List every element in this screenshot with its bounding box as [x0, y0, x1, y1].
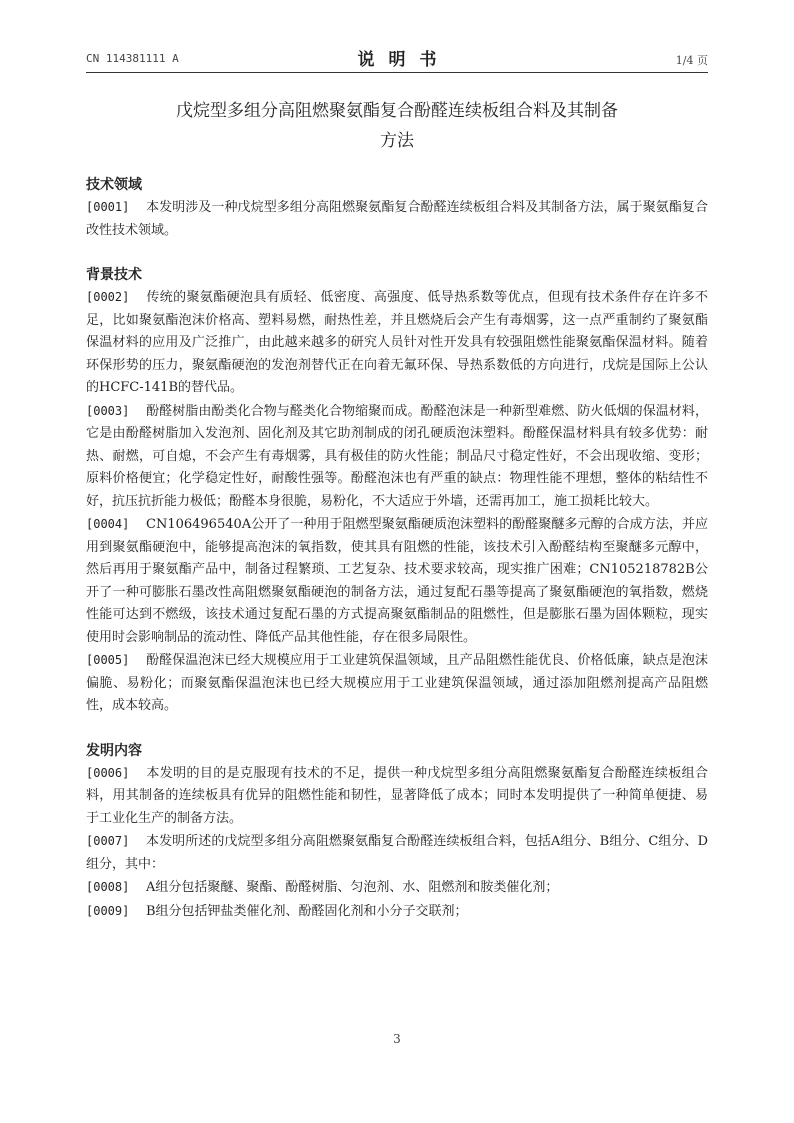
paragraph-number: [0009]: [86, 903, 130, 918]
paragraph-number: [0007]: [86, 834, 130, 848]
paragraph-text: A组分包括聚醚、聚酯、酚醛树脂、匀泡剂、水、阻燃剂和胺类催化剂；: [146, 880, 559, 895]
page-header: [86, 40, 708, 70]
paragraph-0003: [86, 400, 708, 514]
paragraph-0007: [86, 830, 708, 876]
title-line-2: 方法: [380, 131, 414, 151]
paragraph-text: 本发明涉及一种戊烷型多组分高阻燃聚氨酯复合酚醛连续板组合料及其制备方法，属于聚氨酯复合改性技术领域。: [86, 200, 708, 238]
paragraph-number: [0003]: [86, 403, 130, 418]
document-title: [86, 96, 708, 156]
paragraph-text: 酚醛树脂由酚类化合物与醛类化合物缩聚而成。酚醛泡沫是一种新型难燃、防火低烟的保温材料，它是由酚醛树脂加入发泡剂、固化剂及其它助剂制成的闭孔硬质泡沫塑料。酚醛保温材料具有较多优势：耐热、耐燃，可自熄，不会产生有毒烟雾，具有极佳的防火性能；制品尺寸稳定性好，不会出现收缩、变形；原料价格便宜；化学稳定性好，耐酸性强等。酚醛泡沫也有严重的缺点：物理性能不理想，整体的粘结性不好，抗压抗折能力极低；酚醛本身很脆，易粉化，不大适应于外墙，还需再加工，施工损耗比较大。: [86, 403, 708, 509]
paragraph-0005: [86, 649, 708, 718]
paragraph-number: [0006]: [86, 765, 130, 780]
paragraph-text: 传统的聚氨酯硬泡具有质轻、低密度、高强度、低导热系数等优点，但现有技术条件存在许多不足，比如聚氨酯泡沫价格高、塑料易燃，耐热性差，并且燃烧后会产生有毒烟雾，这一点严重制约了聚氨酯保温材料的应用及广泛推广，由此越来越多的研究人员针对性开发具有较强阻燃性能聚氨酯保温材料。随着环保形势的压力，聚氨酯硬泡的发泡剂替代正在向着无氟环保、导热系数低的方向进行，戊烷是国际上公认的HCFC-141B的替代品。: [86, 290, 708, 395]
paragraph-0006: [86, 762, 708, 831]
section-heading-invention: 发明内容: [86, 742, 142, 759]
paragraph-text: 本发明的目的是克服现有技术的不足，提供一种戊烷型多组分高阻燃聚氨酯复合酚醛连续板组合料，用其制备的连续板具有优异的阻燃性能和韧性，显著降低了成本；同时本发明提供了一种简单便捷、易于工业化生产的制备方法。: [86, 765, 708, 826]
paragraph-0002: [86, 286, 708, 400]
section-heading-background: 背景技术: [86, 267, 142, 283]
page-number: 3: [393, 1032, 401, 1046]
paragraph-number: [0002]: [86, 290, 130, 304]
header-divider: [86, 72, 708, 73]
patent-number: CN 114381111 A: [86, 52, 179, 65]
paragraph-number: [0008]: [86, 880, 130, 894]
paragraph-0008: [86, 876, 708, 900]
paragraph-text: B组分包括钾盐类催化剂、酚醛固化剂和小分子交联剂；: [146, 903, 468, 919]
document-type: 说明书: [357, 50, 451, 70]
section-heading-tech-field: 技术领域: [86, 177, 142, 193]
page-indicator: 1/4 页: [675, 54, 708, 67]
paragraph-number: [0001]: [86, 200, 130, 214]
paragraph-text: 本发明所述的戊烷型多组分高阻燃聚氨酯复合酚醛连续板组合料，包括A组分、B组分、C组分、D组分，其中：: [86, 834, 708, 872]
document-body: [86, 174, 708, 923]
paragraph-0004: [86, 513, 708, 649]
title-line-1: 戊烷型多组分高阻燃聚氨酯复合酚醛连续板组合料及其制备: [176, 101, 618, 121]
paragraph-text: CN106496540A公开了一种用于阻燃型聚氨酯硬质泡沫塑料的酚醛聚醚多元醇的合成方法，并应用到聚氨酯硬泡中，能够提高泡沫的氧指数，使其具有阻燃的性能，该技术引入酚醛结构至聚醚多元醇中，然后再用于聚氨酯产品中，制备过程繁琐、工艺复杂、技术要求较高，现实推广困难；CN105218782B公开了一种可膨胀石墨改性高阻燃聚氨酯硬泡的制备方法，通过复配石墨等提高了聚氨酯硬泡的氧指数，燃烧性能可达到不燃级，该技术通过复配石墨的方式提高聚氨酯制品的阻燃性，但是膨胀石墨为固体颗粒，现实使用时会影响制品的流动性、降低产品其他性能，存在很多局限性。: [86, 517, 708, 645]
paragraph-text: 酚醛保温泡沫已经大规模应用于工业建筑保温领域，且产品阻燃性能优良、价格低廉，缺点是泡沫偏脆、易粉化；而聚氨酯保温泡沫也已经大规模应用于工业建筑保温领域，通过添加阻燃剂提高产品阻燃性，成本较高。: [86, 653, 708, 713]
paragraph-number: [0005]: [86, 653, 130, 667]
paragraph-0009: [86, 900, 708, 924]
paragraph-number: [0004]: [86, 517, 130, 531]
paragraph-0001: [86, 196, 708, 242]
